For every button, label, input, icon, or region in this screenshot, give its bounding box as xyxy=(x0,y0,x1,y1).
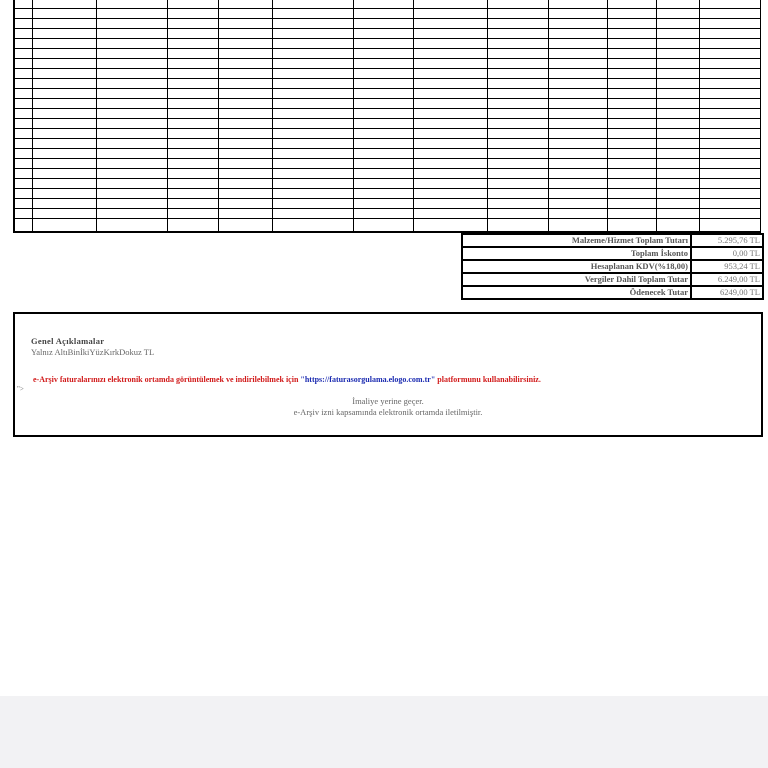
totals-row xyxy=(462,247,763,260)
row-divider xyxy=(15,178,760,179)
totals-row xyxy=(462,234,763,247)
notes-title: Genel Açıklamalar xyxy=(31,336,105,346)
row-divider xyxy=(15,158,760,159)
total-incl-tax-value: 6.249,00 TL xyxy=(691,273,763,286)
row-divider xyxy=(15,218,760,219)
row-divider xyxy=(15,78,760,79)
column-divider xyxy=(487,0,488,231)
row-divider xyxy=(15,98,760,99)
column-divider xyxy=(167,0,168,231)
row-divider xyxy=(15,108,760,109)
discount-label: Toplam İskonto xyxy=(462,247,691,260)
discount-value: 0,00 TL xyxy=(691,247,763,260)
vat-value: 953,24 TL xyxy=(691,260,763,273)
row-divider xyxy=(15,8,760,9)
column-divider xyxy=(656,0,657,231)
signature-note-line2: e-Arşiv izni kapsamında elektronik ortamda iletilmiştir. xyxy=(293,407,483,417)
row-divider xyxy=(15,138,760,139)
row-divider xyxy=(15,208,760,209)
vat-label: Hesaplanan KDV(%18,00) xyxy=(462,260,691,273)
subtotal-label: Malzeme/Hizmet Toplam Tutarı xyxy=(462,234,691,247)
signature-note-line1: İmaliye yerine geçer. xyxy=(352,396,424,406)
column-divider xyxy=(413,0,414,231)
row-divider xyxy=(15,118,760,119)
row-divider xyxy=(15,148,760,149)
row-divider xyxy=(15,88,760,89)
totals-row xyxy=(462,273,763,286)
row-divider xyxy=(15,68,760,69)
row-divider xyxy=(15,58,760,59)
row-divider xyxy=(15,48,760,49)
totals-row xyxy=(462,286,763,299)
stray-markup-text: "> xyxy=(17,385,24,393)
column-divider xyxy=(218,0,219,231)
row-divider xyxy=(15,168,760,169)
amount-due-label: Ödenecek Tutar xyxy=(462,286,691,299)
totals-table xyxy=(461,233,764,300)
column-divider xyxy=(699,0,700,231)
row-divider xyxy=(15,198,760,199)
total-incl-tax-label: Vergiler Dahil Toplam Tutar xyxy=(462,273,691,286)
row-divider xyxy=(15,28,760,29)
invoice-items-table xyxy=(13,0,761,233)
e-archive-info-prefix: e-Arşiv faturalarınızı elektronik ortamda görüntülemek ve indirilebilmek için xyxy=(33,375,301,384)
e-archive-query-link[interactable]: "https://faturasorgulama.elogo.com.tr" xyxy=(300,375,436,384)
column-divider xyxy=(353,0,354,231)
totals-row xyxy=(462,260,763,273)
e-archive-info-suffix: platformunu kullanabilirsiniz. xyxy=(435,375,541,384)
column-divider xyxy=(96,0,97,231)
e-archive-info xyxy=(33,375,541,384)
column-divider xyxy=(272,0,273,231)
row-divider xyxy=(15,128,760,129)
amount-in-words: Yalnız AltıBinİkiYüzKırkDokuz TL xyxy=(31,347,155,357)
general-notes-box xyxy=(13,312,763,437)
row-divider xyxy=(15,18,760,19)
row-divider xyxy=(15,38,760,39)
viewer-background-band xyxy=(0,696,768,768)
column-divider xyxy=(548,0,549,231)
subtotal-value: 5.295,76 TL xyxy=(691,234,763,247)
column-divider xyxy=(32,0,33,231)
row-divider xyxy=(15,188,760,189)
amount-due-value: 6249,00 TL xyxy=(691,286,763,299)
column-divider xyxy=(607,0,608,231)
